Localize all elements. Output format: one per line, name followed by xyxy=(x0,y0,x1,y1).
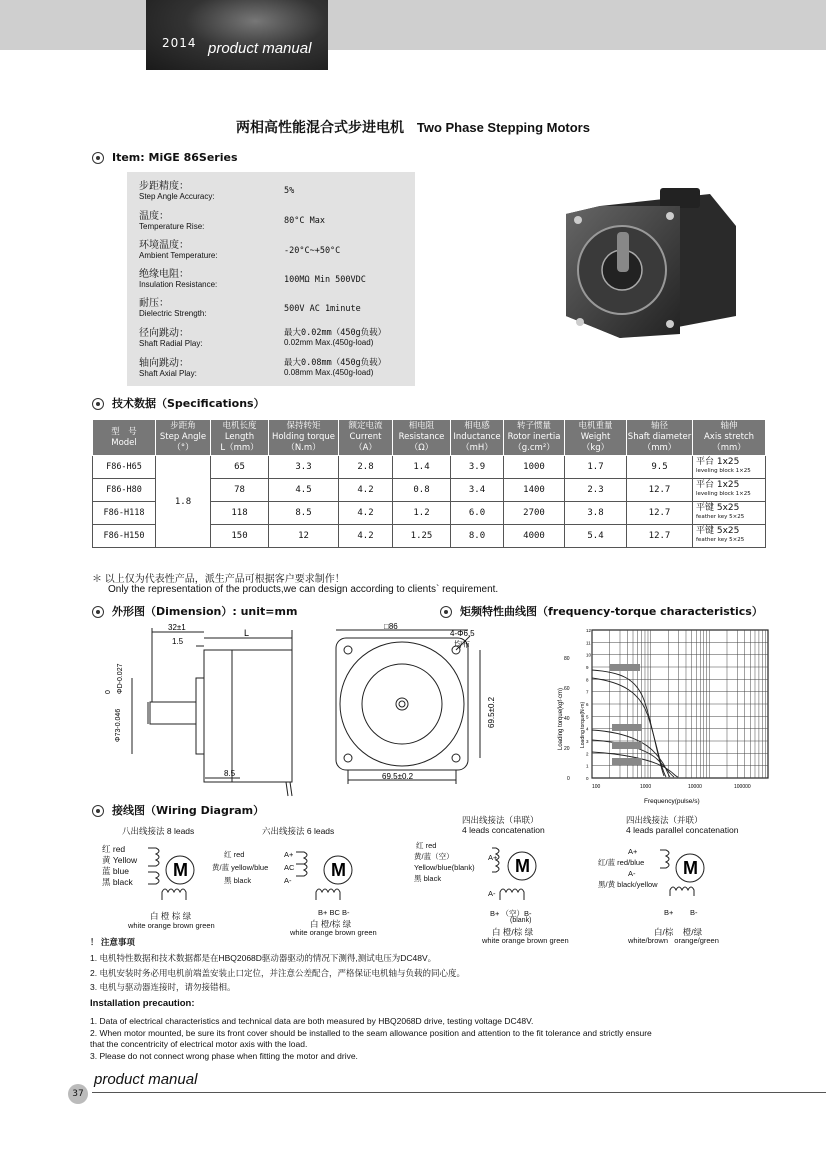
footer-label: product manual xyxy=(94,1071,198,1088)
dim-zero: 0 xyxy=(105,690,112,694)
wiring-heading-text: 接线图（Wiring Diagram） xyxy=(112,804,265,817)
motor-letter: M xyxy=(331,860,346,880)
dim-pitch-h: 69.5±0.2 xyxy=(382,772,414,781)
wiring-4s-leads: 红 red 黄/蓝（空） Yellow/blue(blank) 黑 black xyxy=(414,841,475,883)
wiring-8-bottom-en: white orange brown green xyxy=(128,921,215,930)
dim-boss: Φ73-0.046 xyxy=(115,708,122,742)
title-cn: 两相高性能混合式步进电机 xyxy=(236,120,404,136)
freq-y-label: Loading torque(kgf·cm) xyxy=(558,687,564,750)
freq-y2-tick: 1 xyxy=(586,763,589,769)
wiring-heading xyxy=(92,802,264,818)
param-value: 500V AC 1minute xyxy=(284,304,361,314)
freq-y2-tick: 8 xyxy=(586,677,589,683)
notes-cn-heading: ！ 注意事项 xyxy=(90,937,135,947)
motor-letter: M xyxy=(515,856,530,876)
wiring-4s-symbol xyxy=(486,842,556,902)
wiring-8-bottom-cn: 白 橙 棕 绿 xyxy=(150,911,192,921)
freq-y2-tick: 6 xyxy=(586,702,589,707)
wiring-4s-title-cn: 四出线接法（串联） xyxy=(462,815,539,825)
list-item: that the concentricity of electrical motor axis with the load. xyxy=(90,1039,308,1049)
wiring-4p-b-terms: B+ B- xyxy=(664,908,698,917)
dim-step: 1.5 xyxy=(172,637,184,646)
list-item: 2. 电机安装时务必用电机前端盖安装止口定位，并注意公差配合，严格保证电机轴与负载的同心度。 xyxy=(90,967,465,978)
wiring-8-symbol xyxy=(148,842,218,902)
freq-y2-tick: 12 xyxy=(586,628,592,633)
bullet-icon xyxy=(440,606,452,618)
wiring-4s-blank: (blank) xyxy=(510,917,532,924)
param-label: 环境温度： Ambient Temperature: xyxy=(139,240,218,260)
param-value: 最大0.02mm（450g负载） 0.02mm Max.(450g-load) xyxy=(284,328,387,347)
freq-y2-tick: 5 xyxy=(586,714,589,720)
motor-letter: M xyxy=(683,858,698,878)
dim-pitch-v: 69.5±0.2 xyxy=(487,696,496,728)
page-number: 37 xyxy=(68,1084,88,1104)
dimension-heading xyxy=(92,603,297,619)
specs-note-cn: ＊ 以上仅为代表性产品，派生产品可根据客户要求制作！ xyxy=(92,574,345,585)
freq-y2-label: Loading torque(N·m) xyxy=(580,701,586,748)
param-label: 轴向跳动： Shaft Axial Play: xyxy=(139,358,197,378)
freq-y2-tick: 10 xyxy=(586,652,592,658)
list-item: 3. 电机与驱动器连接时，请勿接错相。 xyxy=(90,982,236,992)
dim-square: □86 xyxy=(384,622,398,631)
dimension-heading-text: 外形图（Dimension）: unit=mm xyxy=(112,605,298,618)
wiring-4p-bottom-cn: 白/棕 橙/绿 xyxy=(654,927,703,937)
table-row: F86-H118 118 8.5 4.2 1.2 6.0 2700 3.8 12.7 平键 5x25 feather key 5×25 xyxy=(93,502,766,525)
dimension-front-view xyxy=(300,620,530,790)
bullet-icon xyxy=(92,606,104,618)
freq-x-tick: 1000 xyxy=(640,784,652,790)
wiring-6-bottom-en: white orange brown green xyxy=(290,928,377,937)
dim-shaft-d: ΦD-0.027 xyxy=(117,663,124,694)
notes-cn-list xyxy=(90,951,465,995)
freq-y2-tick: 0 xyxy=(586,776,589,781)
freq-y-tick: 20 xyxy=(564,746,570,752)
table-row: F86-H150 150 12 4.2 1.25 8.0 4000 5.4 12.7 平键 5x25 feather key 5×25 xyxy=(93,525,766,548)
param-label: 绝缘电阻： Insulation Resistance: xyxy=(139,269,218,289)
freq-y2-tick: 11 xyxy=(586,640,591,646)
wiring-8-leads: 红 red 黄 Yellow 蓝 blue 黑 black xyxy=(102,844,138,887)
param-value: 80°C Max xyxy=(284,216,325,226)
wiring-6-b-terms: B+ BC B- xyxy=(318,908,350,917)
bullet-icon xyxy=(92,152,104,164)
freq-y2-tick: 2 xyxy=(586,751,589,757)
list-item: 1. 电机特性数据和技术数据都是在HBQ2068D驱动器驱动的情况下测得,测试电压为DC48V。 xyxy=(90,953,437,963)
page-title xyxy=(0,117,826,137)
wiring-6-a-terms: A+ AC A- xyxy=(284,850,295,885)
header-band xyxy=(0,0,826,50)
table-row: F86-H65 1.8 65 3.3 2.8 1.4 3.9 1000 1.7 9.5 平台 1x25 leveling block 1×25 xyxy=(93,456,766,479)
freq-heading xyxy=(440,603,763,619)
dim-L: L xyxy=(244,628,250,638)
wiring-4p-leads: A+ 红/蓝 red/blue A- 黑/黄 black/yellow xyxy=(598,847,658,889)
notes-en-list xyxy=(90,1016,652,1062)
motor-photo xyxy=(560,186,736,338)
specs-heading xyxy=(92,395,265,411)
param-value: 100MΩ Min 500VDC xyxy=(284,275,366,285)
param-label: 耐压： Dielectric Strength: xyxy=(139,298,207,318)
freq-y2-tick: 7 xyxy=(586,689,589,695)
wiring-4s-b-terms: B+ （空）B- xyxy=(490,909,532,918)
freq-torque-chart xyxy=(540,620,772,805)
param-value: 5% xyxy=(284,186,295,196)
step-angle-cell: 1.8 xyxy=(156,456,211,548)
specs-table xyxy=(92,419,766,548)
wiring-4s-a-terms: A+ A- xyxy=(488,853,498,898)
specs-note-en: Only the representation of the products,we can design according to clients` requirement. xyxy=(108,584,499,595)
freq-y2-tick: 9 xyxy=(586,665,589,670)
footer-rule xyxy=(92,1092,826,1093)
param-value: 最大0.08mm（450g负载） 0.08mm Max.(450g-load) xyxy=(284,358,387,377)
title-en: Two Phase Stepping Motors xyxy=(416,120,590,135)
dimension-side-view xyxy=(92,620,302,800)
freq-x-label: Frequency(pulse/s) xyxy=(644,798,700,805)
wiring-6-leads: 红 red 黄/蓝 yellow/blue 黑 black xyxy=(212,850,269,885)
dim-shaft-len: 32±1 xyxy=(168,623,186,632)
wiring-4s-bottom-en: white orange brown green xyxy=(482,936,569,945)
freq-y2-tick: 4 xyxy=(586,726,589,732)
item-heading-text: Item: MiGE 86Series xyxy=(112,151,238,164)
header-photo xyxy=(146,0,328,70)
freq-x-tick: 100 xyxy=(592,784,601,790)
bullet-icon xyxy=(92,398,104,410)
wiring-4s-title-en: 4 leads concatenation xyxy=(462,825,545,835)
dim-holes: 4-Φ6.5 xyxy=(450,629,475,638)
param-label: 温度： Temperature Rise: xyxy=(139,211,205,231)
freq-y-tick: 80 xyxy=(564,656,570,662)
bullet-icon xyxy=(92,805,104,817)
wiring-4p-title-en: 4 leads parallel concatenation xyxy=(626,825,739,835)
curve-label xyxy=(612,724,642,731)
curve-label xyxy=(612,742,642,749)
table-header-row: 型 号 Model 步距角 Step Angle （°） 电机长度 Length L（mm） 保持转矩 Holding torque （N.m） 额定电流 Current （A） 相电阻 Resistance （Ω） 相电感 Inductance （mH） 转子惯量 Rotor inertia （g.cm²） 电机重量 Weight （kg） 轴径 Shaft diameter （mm） 轴伸 Axis stretch （mm） xyxy=(93,420,766,456)
param-label: 步距精度： Step Angle Accuracy: xyxy=(139,181,215,201)
wiring-4p-title-cn: 四出线接法（并联） xyxy=(626,815,703,825)
wiring-6-bottom-cn: 白 橙/棕 绿 xyxy=(310,919,352,929)
wiring-4s-bottom-cn: 白 橙/棕 绿 xyxy=(492,927,534,937)
freq-y2-tick: 3 xyxy=(586,739,589,744)
wiring-4p-symbol xyxy=(660,846,716,898)
header-year: 2014 xyxy=(162,36,197,50)
motor-letter: M xyxy=(173,860,188,880)
freq-y-tick: 60 xyxy=(564,686,570,692)
dim-holes-cn: 均布 xyxy=(454,640,470,649)
dim-key: 8.5 xyxy=(224,769,236,778)
table-row: F86-H80 78 4.5 4.2 0.8 3.4 1400 2.3 12.7 平台 1x25 leveling block 1×25 xyxy=(93,479,766,502)
header-label: product manual xyxy=(208,40,312,57)
list-item: 3. Please do not connect wrong phase when fitting the motor and drive. xyxy=(90,1050,358,1061)
param-value: -20°C~+50°C xyxy=(284,246,341,256)
freq-x-tick: 100000 xyxy=(734,784,751,790)
curve-label xyxy=(610,664,640,671)
freq-x-tick: 10000 xyxy=(688,784,702,790)
list-item: 2. When motor mounted, be sure its front cover should be installed to the seam allowance position and attention to the fit tolerance and strictly ensure xyxy=(90,1027,652,1038)
wiring-8-title: 八出线接法 8 leads xyxy=(122,826,195,836)
wiring-6-title: 六出线接法 6 leads xyxy=(262,826,335,836)
item-parameter-box xyxy=(127,172,415,386)
freq-heading-text: 矩频特性曲线图（frequency-torque characteristics） xyxy=(460,605,763,618)
item-heading xyxy=(92,151,238,164)
notes-en-heading: Installation precaution: xyxy=(90,998,195,1009)
specs-heading-text: 技术数据（Specifications） xyxy=(112,397,265,410)
freq-y-tick: 0 xyxy=(567,776,570,782)
param-label: 径向跳动： Shaft Radial Play: xyxy=(139,328,203,348)
wiring-4p-bottom-en: white/brown orange/green xyxy=(628,936,719,945)
curve-label xyxy=(612,758,642,765)
freq-y-tick: 40 xyxy=(564,716,570,722)
wiring-6-symbol xyxy=(296,842,366,902)
list-item: 1. Data of electrical characteristics and technical data are both measured by HBQ2068D drive, testing voltage DC48V. xyxy=(90,1016,534,1026)
